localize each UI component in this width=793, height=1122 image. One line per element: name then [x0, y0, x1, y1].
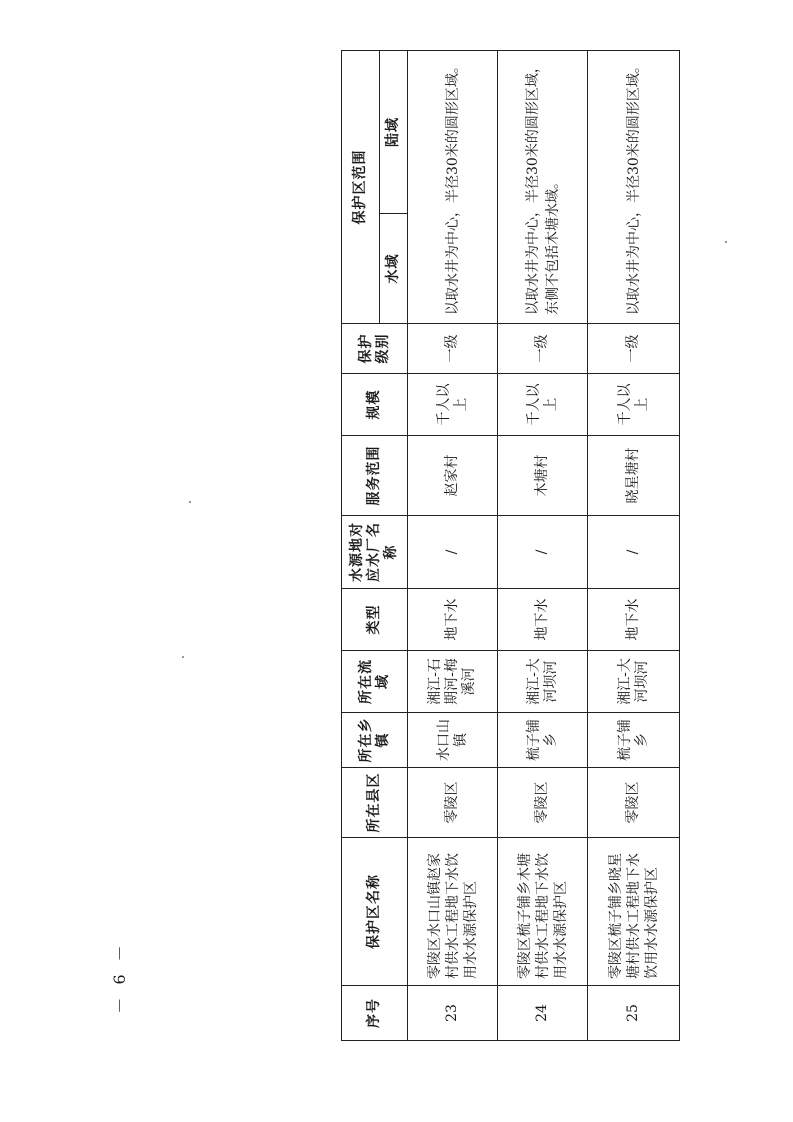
- cell-level: 一级: [588, 324, 680, 374]
- header-name: 保护区名称: [342, 838, 408, 986]
- table: [341, 50, 680, 1041]
- cell-type: 地下水: [588, 589, 680, 651]
- cell-county: 零陵区: [588, 768, 680, 838]
- cell-town: 梳子铺乡: [498, 713, 588, 768]
- header-town: 所在乡镇: [342, 713, 408, 768]
- cell-type: 地下水: [498, 589, 588, 651]
- cell-name: 零陵区梳子铺乡木塘村供水工程地下水饮用水水源保护区: [498, 838, 588, 986]
- header-level: 保护级别: [342, 324, 408, 374]
- header-service: 服务范围: [342, 436, 408, 516]
- cell-scale: 千人以上: [408, 374, 498, 436]
- cell-level: 一级: [498, 324, 588, 374]
- scan-speck: [182, 656, 184, 658]
- header-scale: 规模: [342, 374, 408, 436]
- page-number: － 9 －: [109, 945, 129, 1018]
- cell-service: 赵家村: [408, 436, 498, 516]
- protection-zone-table: [341, 51, 679, 1041]
- header-plant: 水源地对应水厂名称: [342, 516, 408, 589]
- cell-seq: 23: [408, 986, 498, 1041]
- cell-town: 水口山镇: [408, 713, 498, 768]
- cell-service: 木塘村: [498, 436, 588, 516]
- cell-basin: 湘江-大河坝河: [498, 651, 588, 713]
- cell-county: 零陵区: [408, 768, 498, 838]
- cell-range: 以取水井为中心，半径30米的圆形区域。: [588, 51, 680, 324]
- table-row: [408, 51, 498, 1041]
- header-county: 所在县区: [342, 768, 408, 838]
- cell-basin: 湘江-大河坝河: [588, 651, 680, 713]
- header-range: 保护区范围: [342, 51, 380, 324]
- scan-speck: [189, 501, 191, 503]
- header-seq: 序号: [342, 986, 408, 1041]
- cell-name: 零陵区水口山镇赵家村供水工程地下水饮用水水源保护区: [408, 838, 498, 986]
- cell-plant: /: [498, 516, 588, 589]
- scan-speck: [725, 241, 727, 243]
- header-row: [342, 51, 380, 1041]
- cell-plant: /: [408, 516, 498, 589]
- cell-basin: 湘江-石期河-梅溪河: [408, 651, 498, 713]
- cell-name: 零陵区梳子铺乡晓星塘村供水工程地下水饮用水水源保护区: [588, 838, 680, 986]
- header-land: 陆域: [380, 51, 408, 214]
- cell-seq: 24: [498, 986, 588, 1041]
- header-basin: 所在流域: [342, 651, 408, 713]
- header-water: 水域: [380, 214, 408, 324]
- cell-range: 以取水井为中心，半径30米的圆形区域，东侧不包括木塘水域。: [498, 51, 588, 324]
- cell-county: 零陵区: [498, 768, 588, 838]
- header-type: 类型: [342, 589, 408, 651]
- cell-type: 地下水: [408, 589, 498, 651]
- cell-plant: /: [588, 516, 680, 589]
- cell-scale: 千人以上: [588, 374, 680, 436]
- cell-range: 以取水井为中心，半径30米的圆形区域。: [408, 51, 498, 324]
- cell-scale: 千人以上: [498, 374, 588, 436]
- table-row: [588, 51, 680, 1041]
- cell-level: 一级: [408, 324, 498, 374]
- cell-seq: 25: [588, 986, 680, 1041]
- cell-town: 梳子铺乡: [588, 713, 680, 768]
- cell-service: 晓星塘村: [588, 436, 680, 516]
- table-row: [498, 51, 588, 1041]
